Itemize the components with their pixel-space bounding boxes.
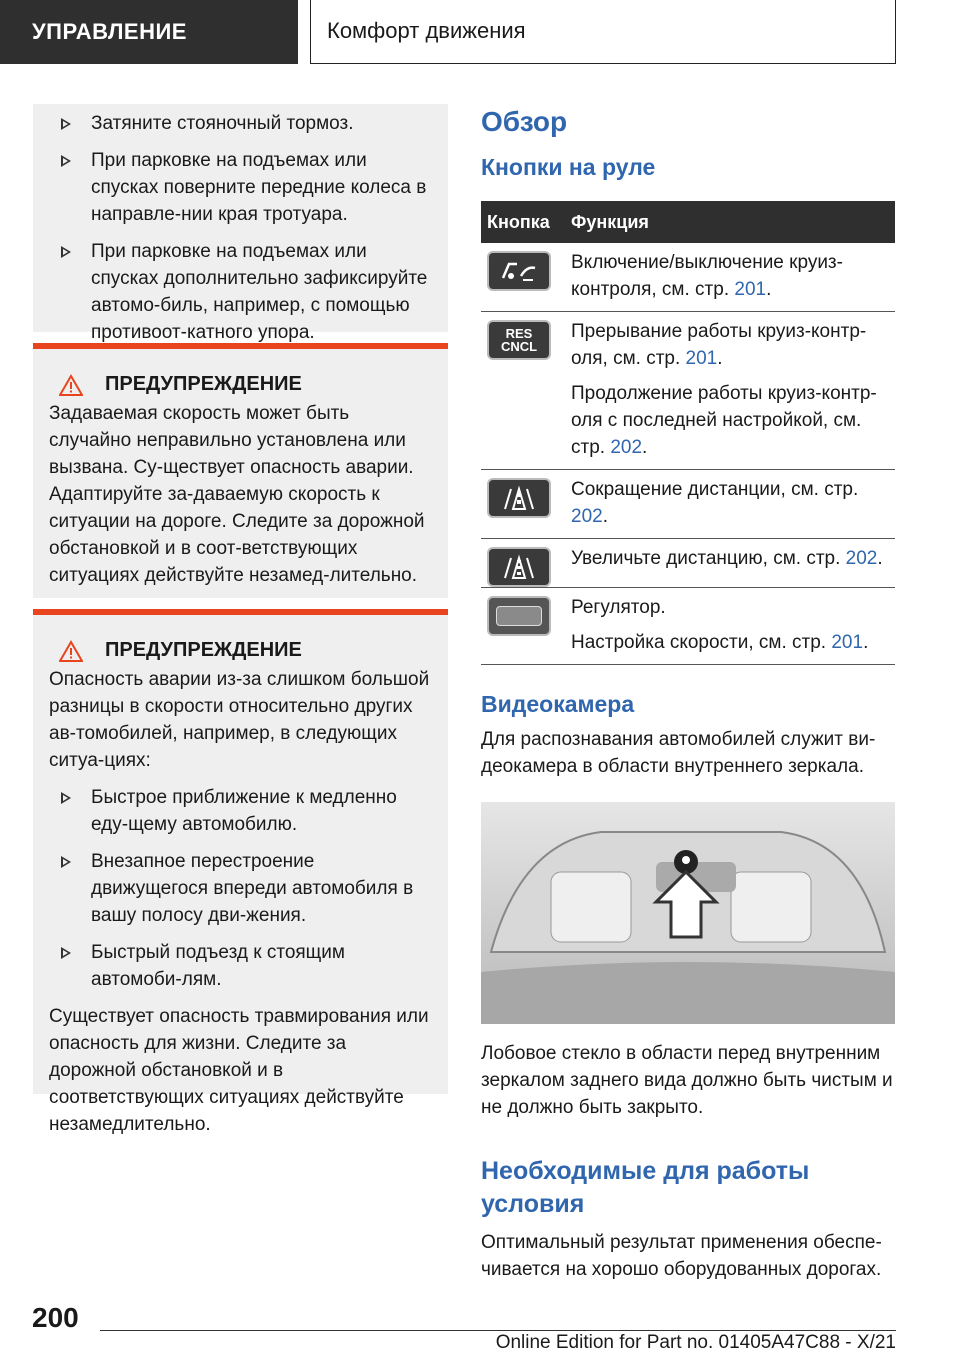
overview-title: Обзор bbox=[481, 106, 568, 137]
page-link[interactable]: 202 bbox=[610, 437, 643, 458]
table-row bbox=[481, 588, 895, 665]
warning-text: Задаваемая скорость может быть случайно неправильно установлена или вызвана. Су-ществует опасность аварии. Адаптируйте за-даваемую скорость к ситуации на дороге. Следите за дорожной обстановкой и в соот-ветствующих ситуациях действуйте незамед-лительно. bbox=[49, 403, 425, 586]
rocker-switch-icon bbox=[487, 596, 551, 636]
warning-heading: ПРЕДУПРЕЖДЕНИЕ bbox=[49, 639, 432, 662]
table-row bbox=[481, 243, 895, 312]
triangle-bullet-icon bbox=[61, 856, 71, 868]
page-link[interactable]: 201 bbox=[831, 632, 864, 653]
table-row bbox=[481, 539, 895, 588]
camera-caption: Лобовое стекло в области перед внутренним зеркалом заднего вида должно быть чистым и не должно быть закрыто. bbox=[481, 1043, 893, 1118]
page-link[interactable]: 202 bbox=[845, 548, 878, 569]
windshield-camera-image bbox=[481, 802, 895, 1024]
table-row bbox=[481, 312, 895, 470]
camera-title: Видеокамера bbox=[481, 691, 635, 717]
warning-triangle-icon bbox=[59, 640, 83, 662]
cruise-on-off-icon bbox=[487, 251, 551, 291]
warning-box-2 bbox=[33, 609, 448, 1135]
warning-intro: Опасность аварии из-за слишком большой разницы в скорости относительно других ав-томобилей, например, в следующих ситуа-циях: bbox=[49, 669, 430, 771]
triangle-bullet-icon bbox=[61, 947, 71, 959]
warning-heading: ПРЕДУПРЕЖДЕНИЕ bbox=[49, 373, 432, 396]
list-item: При парковке на подъемах или спусках поверните передние колеса в направле-нии края тротуара. bbox=[49, 147, 434, 228]
list-item: Быстрое приближение к медленно еду-щему автомобилю. bbox=[49, 784, 432, 838]
table-row bbox=[481, 470, 895, 539]
warning-outro: Существует опасность травмирования или опасность для жизни. Следите за дорожной обстановкой и в соответствующих ситуациях действуйте незамедлительно. bbox=[49, 1006, 429, 1135]
conditions-title: Необходимые для работы условия bbox=[481, 1157, 810, 1218]
function-text: Увеличьте дистанцию, см. стр. 202. bbox=[571, 548, 883, 569]
triangle-bullet-icon bbox=[61, 118, 71, 130]
list-item: Затяните стояночный тормоз. bbox=[49, 110, 434, 137]
buttons-title: Кнопки на руле bbox=[481, 154, 656, 180]
function-text: Настройка скорости, см. стр. 201. bbox=[571, 632, 869, 653]
warning-box-1 bbox=[33, 343, 448, 598]
function-text: Прерывание работы круиз-контр-оля, см. стр. 201. bbox=[571, 321, 867, 369]
list-item: Быстрый подъезд к стоящим автомоби-лям. bbox=[49, 939, 432, 993]
warning-triangle-icon bbox=[59, 374, 83, 396]
triangle-bullet-icon bbox=[61, 155, 71, 167]
footer-divider bbox=[100, 1330, 896, 1331]
section-header: УПРАВЛЕНИЕ bbox=[0, 0, 298, 64]
triangle-bullet-icon bbox=[61, 246, 71, 258]
distance-decrease-icon bbox=[487, 478, 551, 518]
function-text: Продолжение работы круиз-контр-оля с последней настройкой, см. стр. 202. bbox=[571, 383, 877, 458]
res-cncl-icon: RES CNCL bbox=[487, 320, 551, 360]
page-number: 200 bbox=[32, 1302, 79, 1333]
parking-tips-box bbox=[33, 104, 448, 343]
page-link[interactable]: 201 bbox=[734, 279, 767, 300]
function-text: Включение/выключение круиз-контроля, см. стр. 201. bbox=[571, 252, 843, 300]
right-column bbox=[481, 100, 895, 1283]
conditions-text: Оптимальный результат применения обеспе-чивается на хорошо оборудованных дорогах. bbox=[481, 1232, 882, 1280]
table-header: Кнопка Функция bbox=[481, 201, 895, 243]
list-item: При парковке на подъемах или спусках дополнительно зафиксируйте автомо-биль, например, с помощью противоот-катного упора. bbox=[49, 238, 434, 346]
chapter-header: Комфорт движения bbox=[310, 0, 896, 64]
list-item: Внезапное перестроение движущегося впереди автомобиля в вашу полосу дви-жения. bbox=[49, 848, 432, 929]
edition-footer: Online Edition for Part no. 01405A47C88 - X/21 bbox=[495, 1332, 896, 1353]
function-text: Сокращение дистанции, см. стр. 202. bbox=[571, 479, 859, 527]
camera-text: Для распознавания автомобилей служит ви-деокамера в области внутреннего зеркала. bbox=[481, 729, 876, 777]
function-text: Регулятор. bbox=[571, 597, 666, 618]
distance-increase-icon bbox=[487, 547, 551, 587]
buttons-table bbox=[481, 201, 895, 665]
page-link[interactable]: 202 bbox=[571, 506, 603, 527]
page-link[interactable]: 201 bbox=[685, 348, 718, 369]
triangle-bullet-icon bbox=[61, 792, 71, 804]
